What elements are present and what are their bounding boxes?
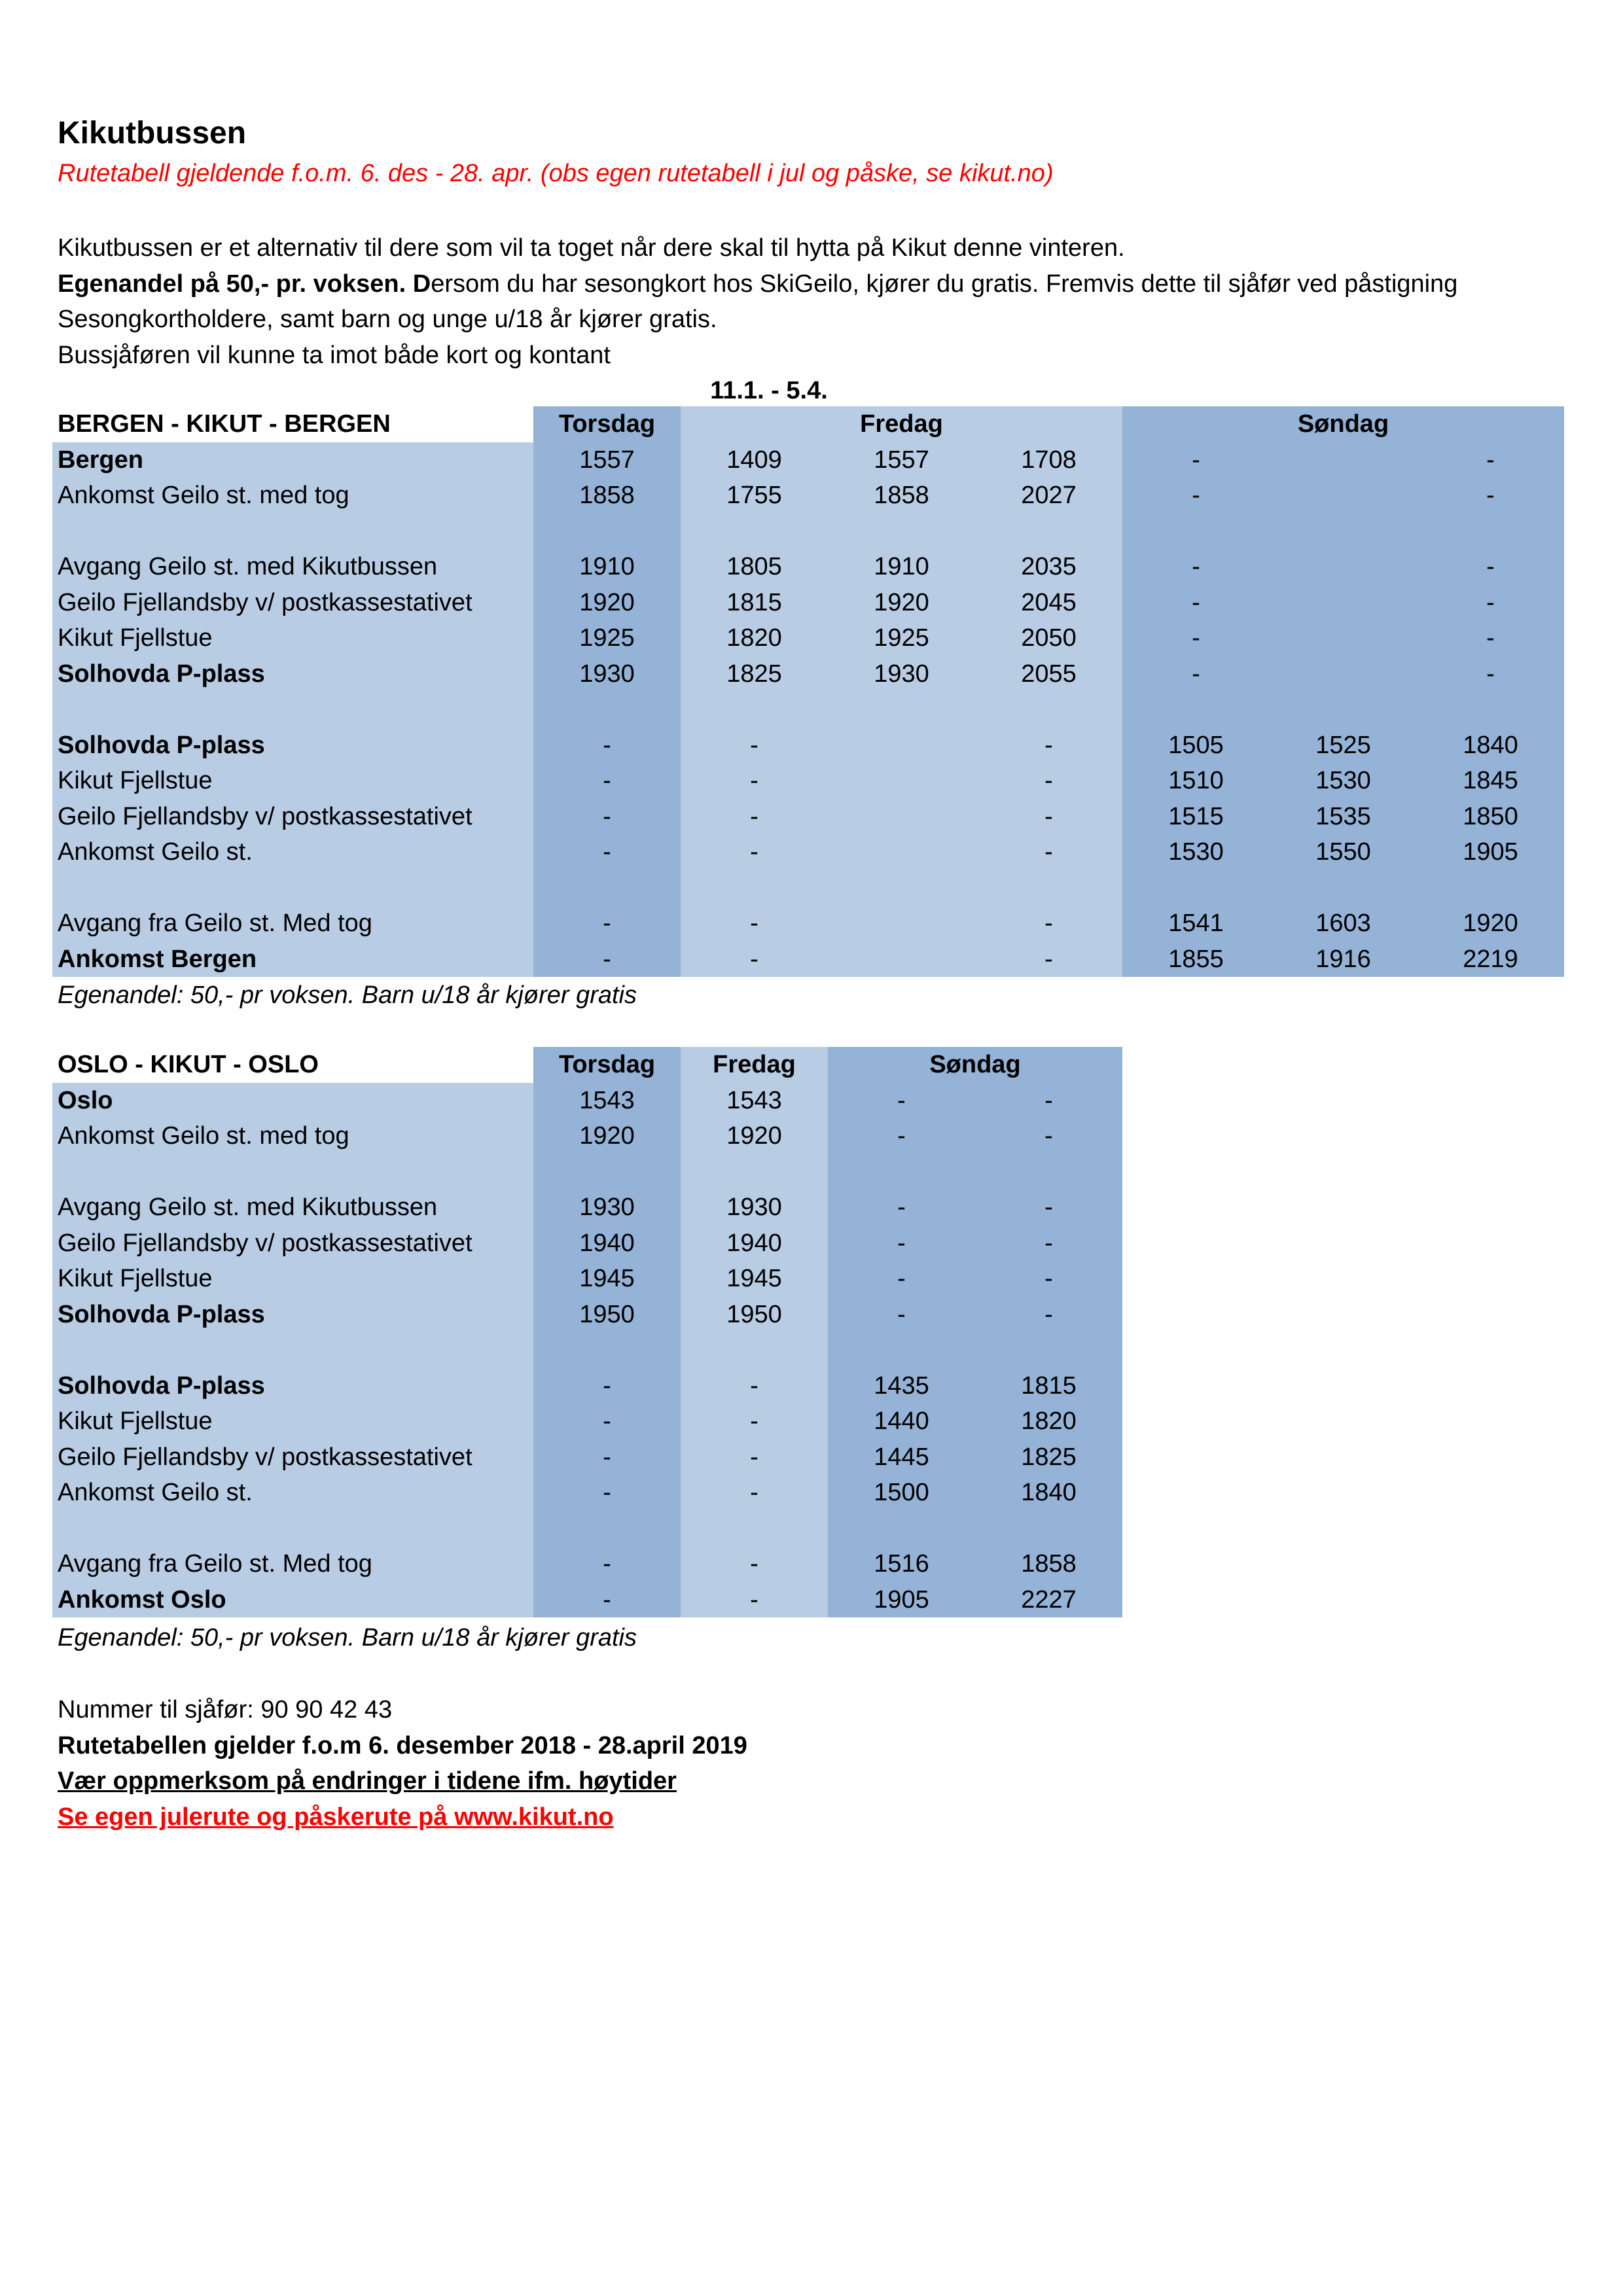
time-cell: - bbox=[1417, 656, 1564, 692]
time-cell: 1550 bbox=[1270, 834, 1417, 870]
time-cell bbox=[1270, 549, 1417, 585]
time-cell: 1500 bbox=[828, 1475, 975, 1511]
time-cell: 1905 bbox=[1417, 834, 1564, 870]
stop-label: Oslo bbox=[52, 1083, 533, 1119]
table-row bbox=[52, 478, 1564, 514]
time-cell: - bbox=[828, 1083, 975, 1119]
time-cell bbox=[533, 870, 681, 906]
day-header-torsdag: Torsdag bbox=[533, 406, 681, 442]
time-cell: - bbox=[533, 1368, 681, 1404]
time-cell: - bbox=[681, 942, 828, 978]
time-cell: 1845 bbox=[1417, 763, 1564, 799]
kikut-link[interactable]: Se egen julerute og påskerute på www.kikut.no bbox=[58, 1803, 614, 1831]
table-row bbox=[52, 763, 1564, 799]
table-row bbox=[52, 1261, 1122, 1297]
time-cell: - bbox=[1122, 656, 1270, 692]
time-cell: 1920 bbox=[681, 1118, 828, 1154]
time-cell bbox=[1270, 514, 1417, 550]
time-cell: - bbox=[681, 728, 828, 764]
time-cell: - bbox=[975, 1226, 1122, 1262]
time-cell: - bbox=[975, 1261, 1122, 1297]
time-cell: - bbox=[1122, 549, 1270, 585]
driver-phone: Nummer til sjåfør: 90 90 42 43 bbox=[58, 1696, 393, 1723]
time-cell: 1603 bbox=[1270, 906, 1417, 942]
day-header-sondag: Søndag bbox=[1122, 406, 1564, 442]
stop-label: Geilo Fjellandsby v/ postkassestativet bbox=[52, 585, 533, 621]
time-cell: 1820 bbox=[681, 620, 828, 656]
time-cell: 1916 bbox=[1270, 942, 1417, 978]
time-cell bbox=[828, 728, 975, 764]
stop-label: Kikut Fjellstue bbox=[52, 763, 533, 799]
time-cell bbox=[828, 870, 975, 906]
time-cell: - bbox=[533, 1439, 681, 1475]
route-heading: BERGEN - KIKUT - BERGEN bbox=[52, 406, 533, 442]
stop-label: Geilo Fjellandsby v/ postkassestativet bbox=[52, 1439, 533, 1475]
time-cell bbox=[681, 1154, 828, 1190]
time-cell: 1440 bbox=[828, 1404, 975, 1439]
time-cell bbox=[533, 1332, 681, 1368]
time-cell: 1541 bbox=[1122, 906, 1270, 942]
table-row bbox=[52, 1582, 1122, 1618]
oslo-fare-note: Egenandel: 50,- pr voksen. Barn u/18 år kjører gratis bbox=[58, 1624, 637, 1651]
stop-label: Solhovda P-plass bbox=[52, 728, 533, 764]
time-cell: 1945 bbox=[681, 1261, 828, 1297]
time-cell: - bbox=[681, 763, 828, 799]
stop-label: Geilo Fjellandsby v/ postkassestativet bbox=[52, 1226, 533, 1262]
stop-label: Kikut Fjellstue bbox=[52, 620, 533, 656]
time-cell: 1910 bbox=[533, 549, 681, 585]
footer-info bbox=[58, 1692, 747, 1835]
stop-label bbox=[52, 514, 533, 550]
time-cell bbox=[828, 692, 975, 728]
time-cell: 1858 bbox=[533, 478, 681, 514]
validity-text: Rutetabellen gjelder f.o.m 6. desember 2018 - 28.april 2019 bbox=[58, 1731, 747, 1759]
time-cell: - bbox=[533, 763, 681, 799]
table-header-row bbox=[52, 1047, 1122, 1083]
time-cell bbox=[1417, 514, 1564, 550]
time-cell: - bbox=[828, 1118, 975, 1154]
time-cell: - bbox=[533, 1582, 681, 1618]
intro-line: Kikutbussen er et alternativ til dere som vil ta toget når dere skal til hytta på Kikut denne vinteren. bbox=[58, 234, 1125, 262]
intro-line bbox=[58, 266, 1563, 302]
intro-line: Bussjåføren vil kunne ta imot både kort og kontant bbox=[58, 341, 611, 369]
time-cell: 1920 bbox=[533, 585, 681, 621]
stop-label: Avgang Geilo st. med Kikutbussen bbox=[52, 1190, 533, 1226]
stop-label: Kikut Fjellstue bbox=[52, 1404, 533, 1439]
table-header-row bbox=[52, 406, 1564, 442]
page-subtitle: Rutetabell gjeldende f.o.m. 6. des - 28. apr. (obs egen rutetabell i jul og påske, se kikut.no) bbox=[58, 160, 1054, 187]
intro-text bbox=[58, 230, 1563, 373]
stop-label: Ankomst Geilo st. med tog bbox=[52, 478, 533, 514]
time-cell: 1530 bbox=[1122, 834, 1270, 870]
table-spacer-row bbox=[52, 1511, 1122, 1547]
time-cell: 1850 bbox=[1417, 799, 1564, 835]
time-cell: - bbox=[828, 1190, 975, 1226]
time-cell: - bbox=[1417, 620, 1564, 656]
time-cell: - bbox=[1122, 620, 1270, 656]
time-cell: - bbox=[975, 942, 1122, 978]
stop-label: Ankomst Geilo st. bbox=[52, 834, 533, 870]
time-cell: 1940 bbox=[681, 1226, 828, 1262]
oslo-timetable bbox=[52, 1047, 1122, 1617]
day-header-sondag: Søndag bbox=[828, 1047, 1122, 1083]
time-cell: - bbox=[975, 1297, 1122, 1333]
time-cell: - bbox=[1417, 549, 1564, 585]
time-cell: 1815 bbox=[975, 1368, 1122, 1404]
time-cell: 1530 bbox=[1270, 763, 1417, 799]
time-cell: - bbox=[533, 1404, 681, 1439]
time-cell: - bbox=[975, 799, 1122, 835]
time-cell: - bbox=[975, 728, 1122, 764]
table-spacer-row bbox=[52, 1332, 1122, 1368]
time-cell bbox=[828, 799, 975, 835]
time-cell: - bbox=[681, 1368, 828, 1404]
table-row bbox=[52, 656, 1564, 692]
time-cell bbox=[1122, 692, 1270, 728]
time-cell: 1510 bbox=[1122, 763, 1270, 799]
day-header-torsdag: Torsdag bbox=[533, 1047, 681, 1083]
stop-label: Avgang fra Geilo st. Med tog bbox=[52, 906, 533, 942]
time-cell bbox=[681, 870, 828, 906]
table-row bbox=[52, 1475, 1122, 1511]
bergen-timetable bbox=[52, 406, 1564, 977]
stop-label bbox=[52, 1511, 533, 1547]
time-cell bbox=[681, 692, 828, 728]
time-cell: 1543 bbox=[533, 1083, 681, 1119]
time-cell: 1515 bbox=[1122, 799, 1270, 835]
stop-label: Solhovda P-plass bbox=[52, 1297, 533, 1333]
time-cell: 1435 bbox=[828, 1368, 975, 1404]
time-cell bbox=[975, 514, 1122, 550]
time-cell: - bbox=[681, 906, 828, 942]
time-cell bbox=[828, 942, 975, 978]
stop-label: Avgang fra Geilo st. Med tog bbox=[52, 1546, 533, 1582]
time-cell: 1930 bbox=[533, 1190, 681, 1226]
time-cell: 1525 bbox=[1270, 728, 1417, 764]
intro-bold-fragment: Egenandel på 50,- pr. voksen. D bbox=[58, 270, 431, 298]
time-cell: 1950 bbox=[533, 1297, 681, 1333]
stop-label bbox=[52, 692, 533, 728]
time-cell: 2050 bbox=[975, 620, 1122, 656]
time-cell bbox=[1270, 442, 1417, 478]
time-cell: 1950 bbox=[681, 1297, 828, 1333]
table-row bbox=[52, 799, 1564, 835]
bergen-fare-note: Egenandel: 50,- pr voksen. Barn u/18 år kjører gratis bbox=[58, 981, 637, 1009]
time-cell bbox=[533, 1511, 681, 1547]
intro-line: Sesongkortholdere, samt barn og unge u/18 år kjører gratis. bbox=[58, 306, 717, 333]
time-cell: - bbox=[533, 799, 681, 835]
time-cell: 1930 bbox=[533, 656, 681, 692]
table-row bbox=[52, 834, 1564, 870]
time-cell: 1825 bbox=[975, 1439, 1122, 1475]
table-row bbox=[52, 942, 1564, 978]
time-cell: 1815 bbox=[681, 585, 828, 621]
time-cell: 1858 bbox=[975, 1546, 1122, 1582]
holiday-warning-line bbox=[58, 1763, 747, 1799]
time-cell: - bbox=[681, 834, 828, 870]
intro-fragment: ersom du har sesongkort hos SkiGeilo, kjører du gratis. Fremvis dette til sjåfør ved påstigning bbox=[431, 270, 1458, 298]
time-cell: - bbox=[533, 834, 681, 870]
time-cell: 2227 bbox=[975, 1582, 1122, 1618]
time-cell: 1905 bbox=[828, 1582, 975, 1618]
stop-label: Bergen bbox=[52, 442, 533, 478]
time-cell bbox=[975, 1332, 1122, 1368]
table-row bbox=[52, 1190, 1122, 1226]
table-row bbox=[52, 620, 1564, 656]
time-cell: 1840 bbox=[975, 1475, 1122, 1511]
time-cell: 1940 bbox=[533, 1226, 681, 1262]
time-cell: - bbox=[681, 1404, 828, 1439]
time-cell: 1805 bbox=[681, 549, 828, 585]
time-cell: - bbox=[1417, 585, 1564, 621]
time-cell: - bbox=[1122, 442, 1270, 478]
time-cell: 1708 bbox=[975, 442, 1122, 478]
time-cell bbox=[533, 692, 681, 728]
time-cell bbox=[1417, 870, 1564, 906]
table-spacer-row bbox=[52, 514, 1564, 550]
time-cell bbox=[975, 1511, 1122, 1547]
time-cell bbox=[828, 1332, 975, 1368]
time-cell bbox=[975, 1154, 1122, 1190]
time-cell: 1920 bbox=[533, 1118, 681, 1154]
date-range: 11.1. - 5.4. bbox=[710, 377, 828, 404]
stop-label: Solhovda P-plass bbox=[52, 656, 533, 692]
time-cell: - bbox=[533, 942, 681, 978]
time-cell bbox=[1270, 692, 1417, 728]
time-cell bbox=[975, 692, 1122, 728]
time-cell: 1516 bbox=[828, 1546, 975, 1582]
time-cell: - bbox=[681, 1475, 828, 1511]
time-cell bbox=[1122, 514, 1270, 550]
stop-label: Ankomst Geilo st. bbox=[52, 1475, 533, 1511]
time-cell: - bbox=[828, 1226, 975, 1262]
time-cell: - bbox=[681, 1582, 828, 1618]
time-cell: 1409 bbox=[681, 442, 828, 478]
time-cell bbox=[1270, 478, 1417, 514]
table-row bbox=[52, 1404, 1122, 1439]
time-cell: - bbox=[975, 906, 1122, 942]
time-cell: 2035 bbox=[975, 549, 1122, 585]
time-cell bbox=[1417, 692, 1564, 728]
time-cell: - bbox=[975, 1190, 1122, 1226]
page-title: Kikutbussen bbox=[58, 116, 247, 150]
time-cell: 1910 bbox=[828, 549, 975, 585]
time-cell bbox=[533, 1154, 681, 1190]
time-cell: 1920 bbox=[1417, 906, 1564, 942]
table-row bbox=[52, 1439, 1122, 1475]
time-cell bbox=[828, 763, 975, 799]
table-spacer-row bbox=[52, 870, 1564, 906]
time-cell: 2219 bbox=[1417, 942, 1564, 978]
time-cell: - bbox=[533, 1546, 681, 1582]
table-row bbox=[52, 906, 1564, 942]
time-cell: - bbox=[828, 1261, 975, 1297]
time-cell: - bbox=[681, 799, 828, 835]
time-cell: 2055 bbox=[975, 656, 1122, 692]
stop-label bbox=[52, 1154, 533, 1190]
table-spacer-row bbox=[52, 692, 1564, 728]
time-cell bbox=[681, 1511, 828, 1547]
time-cell: 1825 bbox=[681, 656, 828, 692]
time-cell bbox=[533, 514, 681, 550]
stop-label: Avgang Geilo st. med Kikutbussen bbox=[52, 549, 533, 585]
time-cell: 1855 bbox=[1122, 942, 1270, 978]
stop-label: Geilo Fjellandsby v/ postkassestativet bbox=[52, 799, 533, 835]
time-cell: 1930 bbox=[681, 1190, 828, 1226]
stop-label: Kikut Fjellstue bbox=[52, 1261, 533, 1297]
day-header-fredag: Fredag bbox=[681, 406, 1122, 442]
time-cell bbox=[1270, 585, 1417, 621]
table-row bbox=[52, 1226, 1122, 1262]
time-cell: - bbox=[1122, 478, 1270, 514]
time-cell: 2045 bbox=[975, 585, 1122, 621]
stop-label: Ankomst Geilo st. med tog bbox=[52, 1118, 533, 1154]
time-cell: 2027 bbox=[975, 478, 1122, 514]
table-row bbox=[52, 442, 1564, 478]
table-row bbox=[52, 1297, 1122, 1333]
time-cell: - bbox=[681, 1439, 828, 1475]
time-cell: 1840 bbox=[1417, 728, 1564, 764]
day-header-fredag: Fredag bbox=[681, 1047, 828, 1083]
time-cell bbox=[1122, 870, 1270, 906]
time-cell: 1535 bbox=[1270, 799, 1417, 835]
time-cell bbox=[975, 870, 1122, 906]
time-cell: 1557 bbox=[828, 442, 975, 478]
time-cell: - bbox=[1122, 585, 1270, 621]
table-row bbox=[52, 1546, 1122, 1582]
time-cell: 1920 bbox=[828, 585, 975, 621]
table-row bbox=[52, 1118, 1122, 1154]
holiday-warning: Vær oppmerksom på endringer i tidene ifm. høytider bbox=[58, 1767, 677, 1795]
stop-label: Ankomst Bergen bbox=[52, 942, 533, 978]
table-row bbox=[52, 1368, 1122, 1404]
time-cell bbox=[828, 514, 975, 550]
time-cell bbox=[828, 834, 975, 870]
time-cell: 1925 bbox=[828, 620, 975, 656]
table-row bbox=[52, 585, 1564, 621]
time-cell: 1557 bbox=[533, 442, 681, 478]
stop-label: Ankomst Oslo bbox=[52, 1582, 533, 1618]
time-cell: - bbox=[975, 1083, 1122, 1119]
time-cell: - bbox=[533, 1475, 681, 1511]
time-cell bbox=[1270, 870, 1417, 906]
time-cell: - bbox=[975, 1118, 1122, 1154]
time-cell: 1945 bbox=[533, 1261, 681, 1297]
time-cell: 1858 bbox=[828, 478, 975, 514]
stop-label: Solhovda P-plass bbox=[52, 1368, 533, 1404]
kikut-link-line bbox=[58, 1799, 747, 1835]
time-cell: 1925 bbox=[533, 620, 681, 656]
time-cell: - bbox=[681, 1546, 828, 1582]
stop-label bbox=[52, 870, 533, 906]
time-cell: - bbox=[1417, 478, 1564, 514]
time-cell bbox=[681, 514, 828, 550]
time-cell bbox=[1270, 656, 1417, 692]
time-cell bbox=[828, 906, 975, 942]
table-row bbox=[52, 549, 1564, 585]
time-cell: 1445 bbox=[828, 1439, 975, 1475]
time-cell: 1820 bbox=[975, 1404, 1122, 1439]
time-cell bbox=[1270, 620, 1417, 656]
table-row bbox=[52, 1083, 1122, 1119]
table-spacer-row bbox=[52, 1154, 1122, 1190]
time-cell: - bbox=[533, 728, 681, 764]
time-cell bbox=[828, 1511, 975, 1547]
time-cell: 1543 bbox=[681, 1083, 828, 1119]
time-cell bbox=[681, 1332, 828, 1368]
time-cell: - bbox=[1417, 442, 1564, 478]
time-cell: - bbox=[975, 763, 1122, 799]
time-cell: 1505 bbox=[1122, 728, 1270, 764]
table-row bbox=[52, 728, 1564, 764]
time-cell: 1930 bbox=[828, 656, 975, 692]
stop-label bbox=[52, 1332, 533, 1368]
time-cell bbox=[828, 1154, 975, 1190]
time-cell: - bbox=[828, 1297, 975, 1333]
time-cell: 1755 bbox=[681, 478, 828, 514]
route-heading: OSLO - KIKUT - OSLO bbox=[52, 1047, 533, 1083]
time-cell: - bbox=[533, 906, 681, 942]
time-cell: - bbox=[975, 834, 1122, 870]
